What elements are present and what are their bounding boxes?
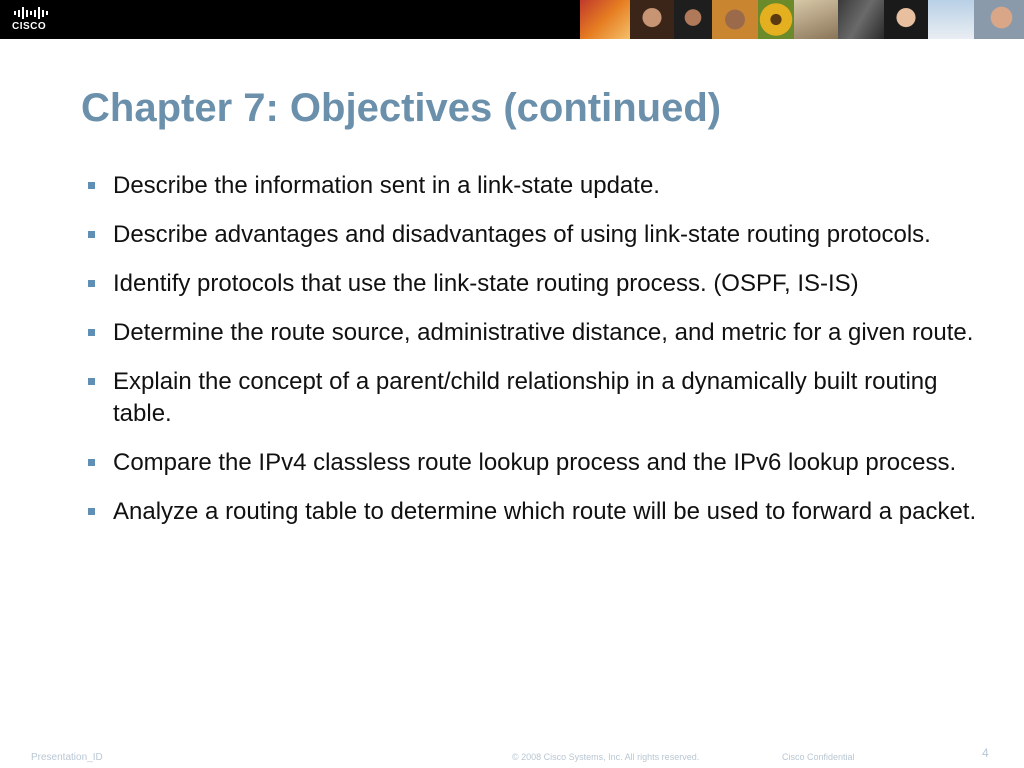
square-bullet-icon (88, 329, 95, 336)
page-number: 4 (982, 746, 989, 760)
square-bullet-icon (88, 459, 95, 466)
list-item-text: Analyze a routing table to determine which route will be used to forward a packet. (113, 498, 977, 525)
list-item (87, 447, 987, 479)
photo-person (884, 0, 928, 39)
photo-person (838, 0, 884, 39)
photo-sunflower (758, 0, 794, 39)
list-item (87, 366, 987, 430)
header-photo-strip (580, 0, 1024, 39)
list-item-text: Identify protocols that use the link-state routing process. (OSPF, IS-IS) (113, 270, 859, 297)
list-item-text: Explain the concept of a parent/child relationship in a dynamically built routing table. (113, 368, 938, 427)
objectives-list (87, 170, 987, 545)
photo-person (630, 0, 674, 39)
square-bullet-icon (88, 231, 95, 238)
square-bullet-icon (88, 378, 95, 385)
footer-confidential: Cisco Confidential (782, 752, 855, 762)
cisco-logo-bars-icon (14, 6, 60, 20)
list-item (87, 170, 987, 202)
photo-person (974, 0, 1024, 39)
header-bar (0, 0, 1024, 39)
cisco-logo (12, 6, 60, 34)
list-item (87, 496, 987, 528)
list-item-text: Determine the route source, administrative distance, and metric for a given route. (113, 319, 974, 346)
cisco-logo-text: CISCO (12, 21, 47, 32)
list-item (87, 317, 987, 349)
footer-copyright: © 2008 Cisco Systems, Inc. All rights reserved. (512, 752, 700, 762)
list-item-text: Describe the information sent in a link-state update. (113, 172, 660, 199)
list-item-text: Describe advantages and disadvantages of using link-state routing protocols. (113, 221, 931, 248)
square-bullet-icon (88, 508, 95, 515)
photo-autumn-leaves (580, 0, 630, 39)
slide-title: Chapter 7: Objectives (continued) (81, 86, 722, 130)
list-item-text: Compare the IPv4 classless route lookup process and the IPv6 lookup process. (113, 449, 957, 476)
footer-presentation-id: Presentation_ID (31, 752, 103, 763)
square-bullet-icon (88, 280, 95, 287)
photo-person (928, 0, 974, 39)
photo-person (794, 0, 838, 39)
list-item (87, 268, 987, 300)
photo-person (674, 0, 712, 39)
square-bullet-icon (88, 182, 95, 189)
photo-person (712, 0, 758, 39)
list-item (87, 219, 987, 251)
